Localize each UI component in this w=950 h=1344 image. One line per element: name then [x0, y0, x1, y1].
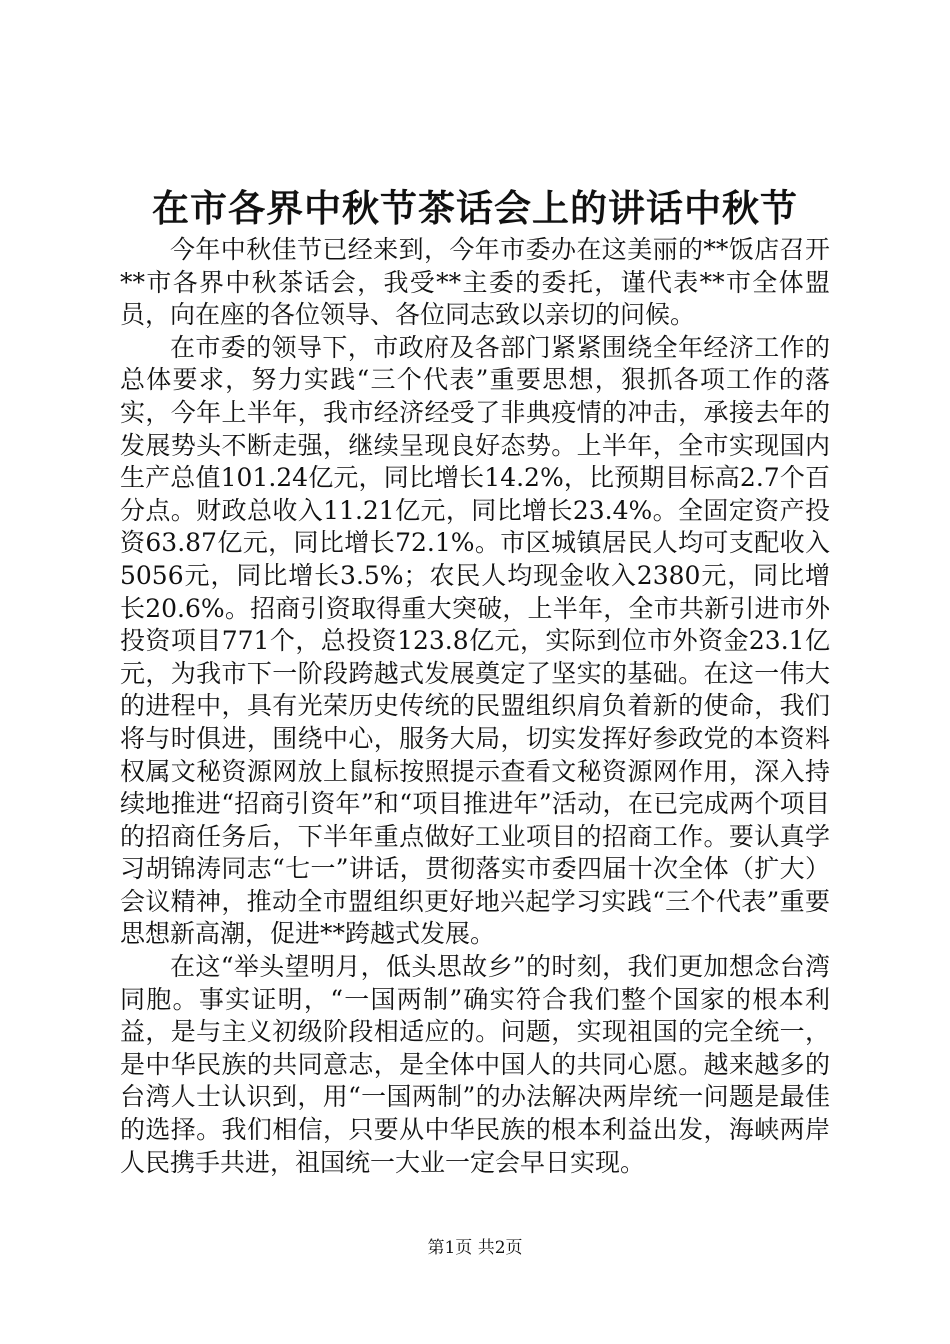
paragraph: 在这“举头望明月，低头思故乡”的时刻，我们更加想念台湾同胞。事实证明，“一国两制”确实符合我们整个国家的根本利益，是与主义初级阶段相适应的。问题，实现祖国的完全统一，是中华民族的共同意志，是全体中国人的共同心愿。越来越多的台湾人士认识到，用“一国两制”的办法解决两岸统一问题是最佳的选择。我们相信，只要从中华民族的根本利益出发，海峡两岸人民携手共进，祖国统一大业一定会早日实现。: [120, 952, 830, 1177]
document-body: [120, 234, 830, 1179]
paragraph: 今年中秋佳节已经来到，今年市委办在这美丽的**饭店召开**市各界中秋茶话会，我受**主委的委托，谨代表**市全体盟员，向在座的各位领导、各位同志致以亲切的问候。: [120, 235, 830, 330]
document-title: 在市各界中秋节茶话会上的讲话中秋节: [152, 186, 798, 230]
page-number-footer: 第1页 共2页: [427, 1238, 523, 1258]
paragraph: 在市委的领导下，市政府及各部门紧紧围绕全年经济工作的总体要求，努力实践“三个代表”重要思想，狠抓各项工作的落实，今年上半年，我市经济经受了非典疫情的冲击，承接去年的发展势头不断走强，继续呈现良好态势。上半年，全市实现国内生产总值101.24亿元，同比增长14.2%，比预期目标高2.7个百分点。财政总收入11.21亿元，同比增长23.4%。全固定资产投资63.87亿元，同比增长72.1%。市区城镇居民人均可支配收入5056元，同比增长3.5%；农民人均现金收入2380元，同比增长20.6%。招商引资取得重大突破，上半年，全市共新引进市外投资项目771个，总投资123.8亿元，实际到位市外资金23.1亿元，为我市下一阶段跨越式发展奠定了坚实的基础。在这一伟大的进程中，具有光荣历史传统的民盟组织肩负着新的使命，我们将与时俱进，围绕中心，服务大局，切实发挥好参政党的本资料权属文秘资源网放上鼠标按照提示查看文秘资源网作用，深入持续地推进“招商引资年”和“项目推进年”活动，在已完成两个项目的招商任务后，下半年重点做好工业项目的招商工作。要认真学习胡锦涛同志“七一”讲话，贯彻落实市委四届十次全体（扩大）会议精神，推动全市盟组织更好地兴起学习实践“三个代表”重要思想新高潮，促进**跨越式发展。: [120, 332, 830, 949]
